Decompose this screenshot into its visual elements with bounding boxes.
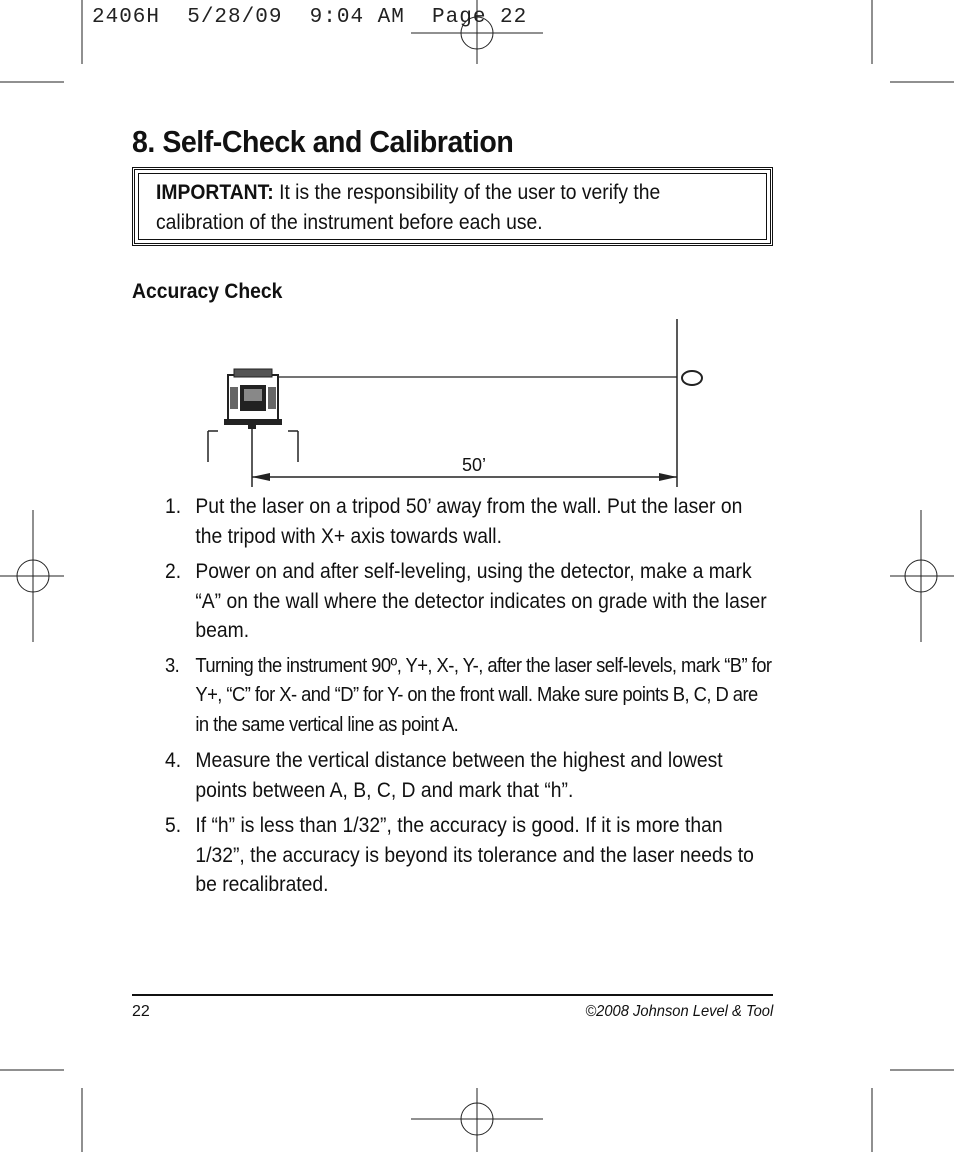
step-text: Power on and after self-leveling, using the detector, make a mark “A” on the wall where the detector indicates on grade with the laser beam. xyxy=(195,560,767,642)
page-number: 22 xyxy=(132,1003,150,1020)
wall-mark-circle xyxy=(682,371,702,385)
important-label: IMPORTANT: xyxy=(156,181,274,204)
section-heading: Accuracy Check xyxy=(132,280,283,303)
step-text: Measure the vertical distance between the highest and lowest points between A, B, C, D and mark that “h”. xyxy=(195,749,723,802)
procedure-steps xyxy=(165,492,772,906)
step-number: 5. xyxy=(165,814,182,837)
step-number: 4. xyxy=(165,749,182,772)
important-text: It is the responsibility of the user to verify the calibration of the instrument before each use. xyxy=(156,181,661,234)
step-number: 3. xyxy=(165,654,180,677)
arrowhead-left xyxy=(252,473,270,481)
list-item xyxy=(165,557,772,646)
page-title: 8. Self-Check and Calibration xyxy=(132,124,514,159)
list-item xyxy=(165,652,772,741)
step-number: 2. xyxy=(165,560,182,583)
step-number: 1. xyxy=(165,495,182,518)
step-text: Put the laser on a tripod 50’ away from the wall. Put the laser on the tripod with X+ axis towards wall. xyxy=(195,495,743,548)
step-text: Turning the instrument 90º, Y+, X-, Y-, after the laser self-levels, mark “B” for Y+, “C” for X- and “D” for Y- on the front wall. Make sure points B, C, D are in the same vertical line as point A. xyxy=(195,654,772,736)
distance-label: 50’ xyxy=(462,455,487,475)
copyright-notice: ©2008 Johnson Level & Tool xyxy=(585,1003,773,1020)
list-item xyxy=(165,746,772,805)
printer-slug: 2406H 5/28/09 9:04 AM Page 22 xyxy=(92,6,528,29)
step-text: If “h” is less than 1/32”, the accuracy is good. If it is more than 1/32”, the accuracy is beyond its tolerance and the laser needs to be recalibrated. xyxy=(195,814,754,896)
footer-rule xyxy=(132,994,773,996)
arrowhead-right xyxy=(659,473,677,481)
accuracy-check-diagram xyxy=(190,315,730,495)
list-item xyxy=(165,811,772,900)
important-notice xyxy=(156,178,708,238)
list-item xyxy=(165,492,772,551)
laser-level-icon xyxy=(224,369,282,429)
